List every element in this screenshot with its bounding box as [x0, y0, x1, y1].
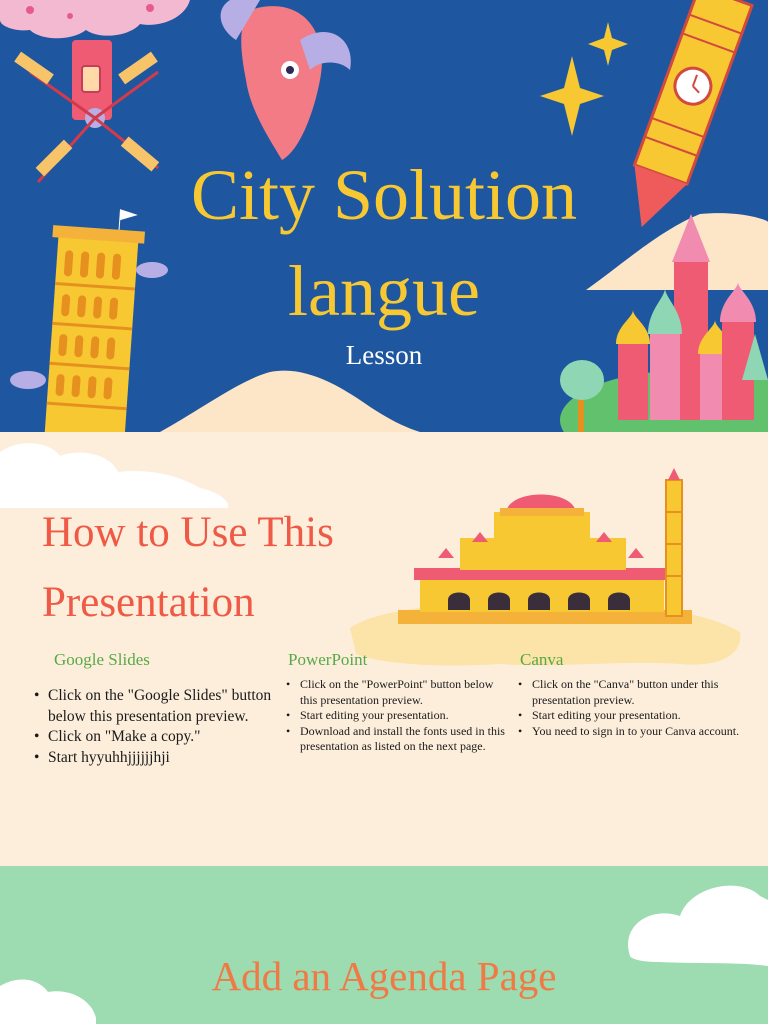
mosque-icon [350, 468, 740, 666]
slide-title-line-2: langue [288, 251, 480, 331]
slide-title: Add an Agenda Page [211, 953, 557, 999]
google-slides-steps-list [34, 686, 274, 768]
list-item: • Download and install the fonts used in this presentation as listed on the next page. [286, 724, 506, 755]
list-item: • Start hyyuhhjjjjjjhji [34, 748, 274, 769]
list-item: • Start editing your presentation. [286, 708, 506, 724]
canva-steps-list [518, 677, 748, 739]
list-item: • Click on the "PowerPoint" button below this presentation preview. [286, 677, 506, 708]
slide-title: How to Use This Presentation [42, 509, 334, 626]
column-heading-canva: Canva [520, 650, 564, 669]
column-heading-google-slides: Google Slides [54, 650, 150, 669]
slide-title-line-1: City Solution [190, 155, 578, 235]
slide3-illustrations [0, 866, 768, 1024]
list-item: • Click on "Make a copy." [34, 727, 274, 748]
list-item: • Click on the "Google Slides" button below this presentation preview. [34, 686, 274, 727]
stars-icon [540, 22, 628, 136]
fish-icon [221, 0, 351, 160]
list-item: • You need to sign in to your Canva account. [518, 724, 748, 740]
cloud-icon [0, 0, 190, 38]
slide-title[interactable] [0, 0, 768, 432]
column-heading-powerpoint: PowerPoint [288, 650, 368, 669]
slide-how-to-use[interactable] [0, 432, 768, 866]
slide-subtitle: Lesson [345, 340, 423, 370]
slide-agenda[interactable] [0, 866, 768, 1024]
list-item: • Click on the "Canva" button under this presentation preview. [518, 677, 748, 708]
list-item: • Start editing your presentation. [518, 708, 748, 724]
powerpoint-steps-list [286, 677, 506, 755]
